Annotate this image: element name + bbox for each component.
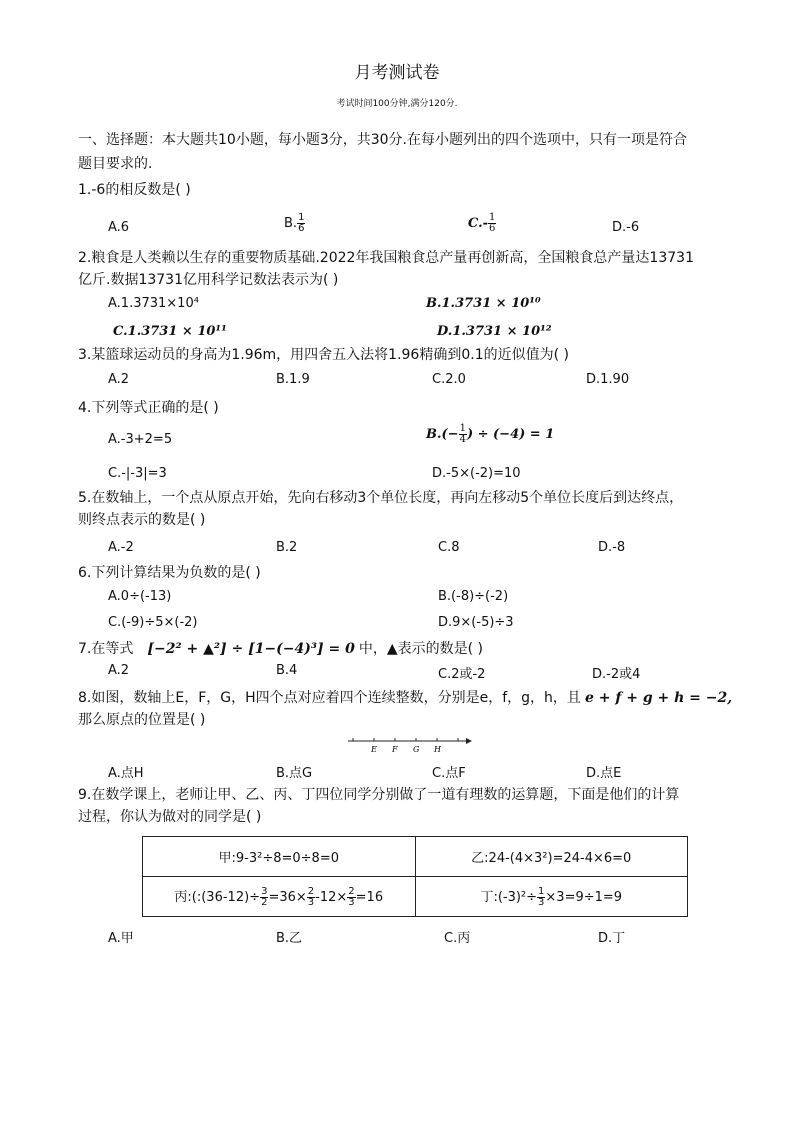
q2-option-a: A.1.3731×10⁴ [108,296,199,311]
q6-option-d: D.9×(-5)÷3 [438,615,514,630]
q8-stem-line1-text: 8.如图，数轴上E，F，G，H四个点对应着四个连续整数，分别是e，f，g，h，且 [78,690,581,706]
solution-ding-pre: 丁:(-3)²÷ [480,889,538,905]
q5-stem-line1: 5.在数轴上，一个点从原点开始，先向右移动3个单位长度，再向左移动5个单位长度后到达终点， [78,490,684,506]
fraction [307,887,315,908]
q5-option-d: D.-8 [598,540,626,555]
fraction-numerator: 1 [459,423,466,434]
point-label-f: F [392,745,398,754]
fraction-numerator: 2 [307,885,315,897]
q3-option-d: D.1.90 [586,372,630,387]
fraction-numerator: 1 [298,212,305,223]
fraction-numerator: 3 [261,885,268,897]
q8-option-a: A.点H [108,766,144,781]
q6-stem: 6.下列计算结果为负数的是( ) [78,565,261,581]
fraction-denominator: 2 [261,896,268,908]
fraction-denominator: 3 [538,896,545,908]
solution-yi: 乙:24-(4×3²)=24-4×6=0 [415,837,688,877]
table-row [143,837,688,877]
solution-bing [143,877,416,917]
q1-option-b-label: B. [284,216,298,231]
q4-option-b-pre: B.(− [426,427,459,442]
q9-stem-line2: 过程，你认为做对的同学是( ) [78,809,262,825]
q8-stem-line1 [78,688,732,708]
q9-solutions-table [142,836,688,917]
q6-option-c: C.(-9)÷5×(-2) [108,615,198,630]
q7-stem-pre: 7.在等式 [78,641,134,657]
point-label-g: G [413,745,420,754]
fraction-numerator: 1 [538,885,545,897]
q7-option-c: C.2或-2 [438,667,486,682]
q9-option-b: B.乙 [276,931,303,946]
q6-option-b: B.(-8)÷(-2) [438,589,509,604]
q2-option-d: D.1.3731 × 10¹² [437,324,552,339]
q5-option-c: C.8 [438,540,460,555]
solution-ding [415,877,688,917]
fraction-denominator: 3 [307,896,315,908]
q9-option-d: D.丁 [598,931,626,946]
page-title: 月考测试卷 [354,63,440,83]
q4-option-b-post: ) ÷ (−4) = 1 [466,427,555,442]
q4-option-d: D.-5×(-2)=10 [432,466,521,481]
q1-option-c-fraction [488,213,496,234]
fraction [347,887,355,908]
q1-option-b [284,213,305,234]
q1-option-c-label: C.- [468,216,489,231]
point-label-e: E [371,745,377,754]
fraction-denominator: 6 [298,223,305,234]
q4-option-a: A.-3+2=5 [108,432,173,447]
arrow-right-icon [466,738,472,744]
fraction-denominator: 3 [348,896,355,908]
q4-stem: 4.下列等式正确的是( ) [78,400,219,416]
q8-number-line [344,734,474,756]
solution-bing-mid1: =36× [268,889,307,905]
q7-option-d: D.-2或4 [592,667,641,682]
q7-stem [78,639,483,659]
fraction-denominator: 6 [489,223,496,234]
fraction-denominator: 4 [459,434,466,445]
q5-option-b: B.2 [276,540,298,555]
q3-stem: 3.某篮球运动员的身高为1.96m，用四舍五入法将1.96精确到0.1的近似值为( ) [78,347,569,363]
q7-option-b: B.4 [276,663,298,678]
solution-jia: 甲:9-3²÷8=0÷8=0 [143,837,416,877]
q1-stem: 1.-6的相反数是( ) [78,182,191,198]
q7-option-a: A.2 [108,663,130,678]
q8-option-d: D.点E [586,766,622,781]
q2-option-b: B.1.3731 × 10¹⁰ [426,296,541,311]
solution-bing-post: =16 [355,889,384,905]
q8-stem-line2: 那么原点的位置是( ) [78,712,206,728]
solution-bing-mid2: -12× [315,889,348,905]
q2-stem-line2: 亿斤.数据13731亿用科学记数法表示为( ) [78,272,339,288]
q3-option-b: B.1.9 [276,372,310,387]
q9-option-c: C.丙 [444,931,471,946]
q4-option-b [426,424,554,445]
q4-option-b-fraction [459,424,467,445]
q1-option-c [468,213,496,234]
q7-stem-post: 中，▲表示的数是( ) [358,641,483,657]
q1-option-d: D.-6 [612,220,640,235]
section-intro-line2: 题目要求的. [78,156,153,172]
q6-option-a: A.0÷(-13) [108,589,172,604]
q3-option-c: C.2.0 [432,372,466,387]
q8-option-b: B.点G [276,766,313,781]
table-row [143,877,688,917]
q8-equation: e + f + g + h = −2, [584,690,733,706]
solution-bing-pre: 丙:(:(36-12)÷ [174,889,261,905]
point-label-h: H [434,745,441,754]
solution-ding-post: ×3=9÷1=9 [545,889,623,905]
section-intro-line1: 一、选择题：本大题共10小题，每小题3分，共30分.在每小题列出的四个选项中，只有一项是符合 [78,132,687,148]
q4-option-c: C.-|-3|=3 [108,466,167,481]
q5-option-a: A.-2 [108,540,134,555]
fraction-numerator: 2 [348,885,355,897]
q3-option-a: A.2 [108,372,130,387]
fraction-numerator: 1 [489,212,496,223]
q1-option-b-fraction [297,213,305,234]
q9-option-a: A.甲 [108,931,134,946]
q2-stem-line1: 2.粮食是人类赖以生存的重要物质基础.2022年我国粮食总产量再创新高，全国粮食总产量达13731 [78,250,694,266]
q1-option-a: A.6 [108,220,130,235]
exam-info: 考试时间100分钟,满分120分. [336,99,458,109]
q8-option-c: C.点F [432,766,466,781]
q7-equation: [−2² + ▲²] ÷ [1−(−4)³] = 0 [147,641,355,657]
q2-option-c: C.1.3731 × 10¹¹ [113,324,227,339]
q5-stem-line2: 则终点表示的数是( ) [78,512,206,528]
q9-stem-line1: 9.在数学课上，老师让甲、乙、丙、丁四位同学分别做了一道有理数的运算题，下面是他们的计算 [78,787,680,803]
